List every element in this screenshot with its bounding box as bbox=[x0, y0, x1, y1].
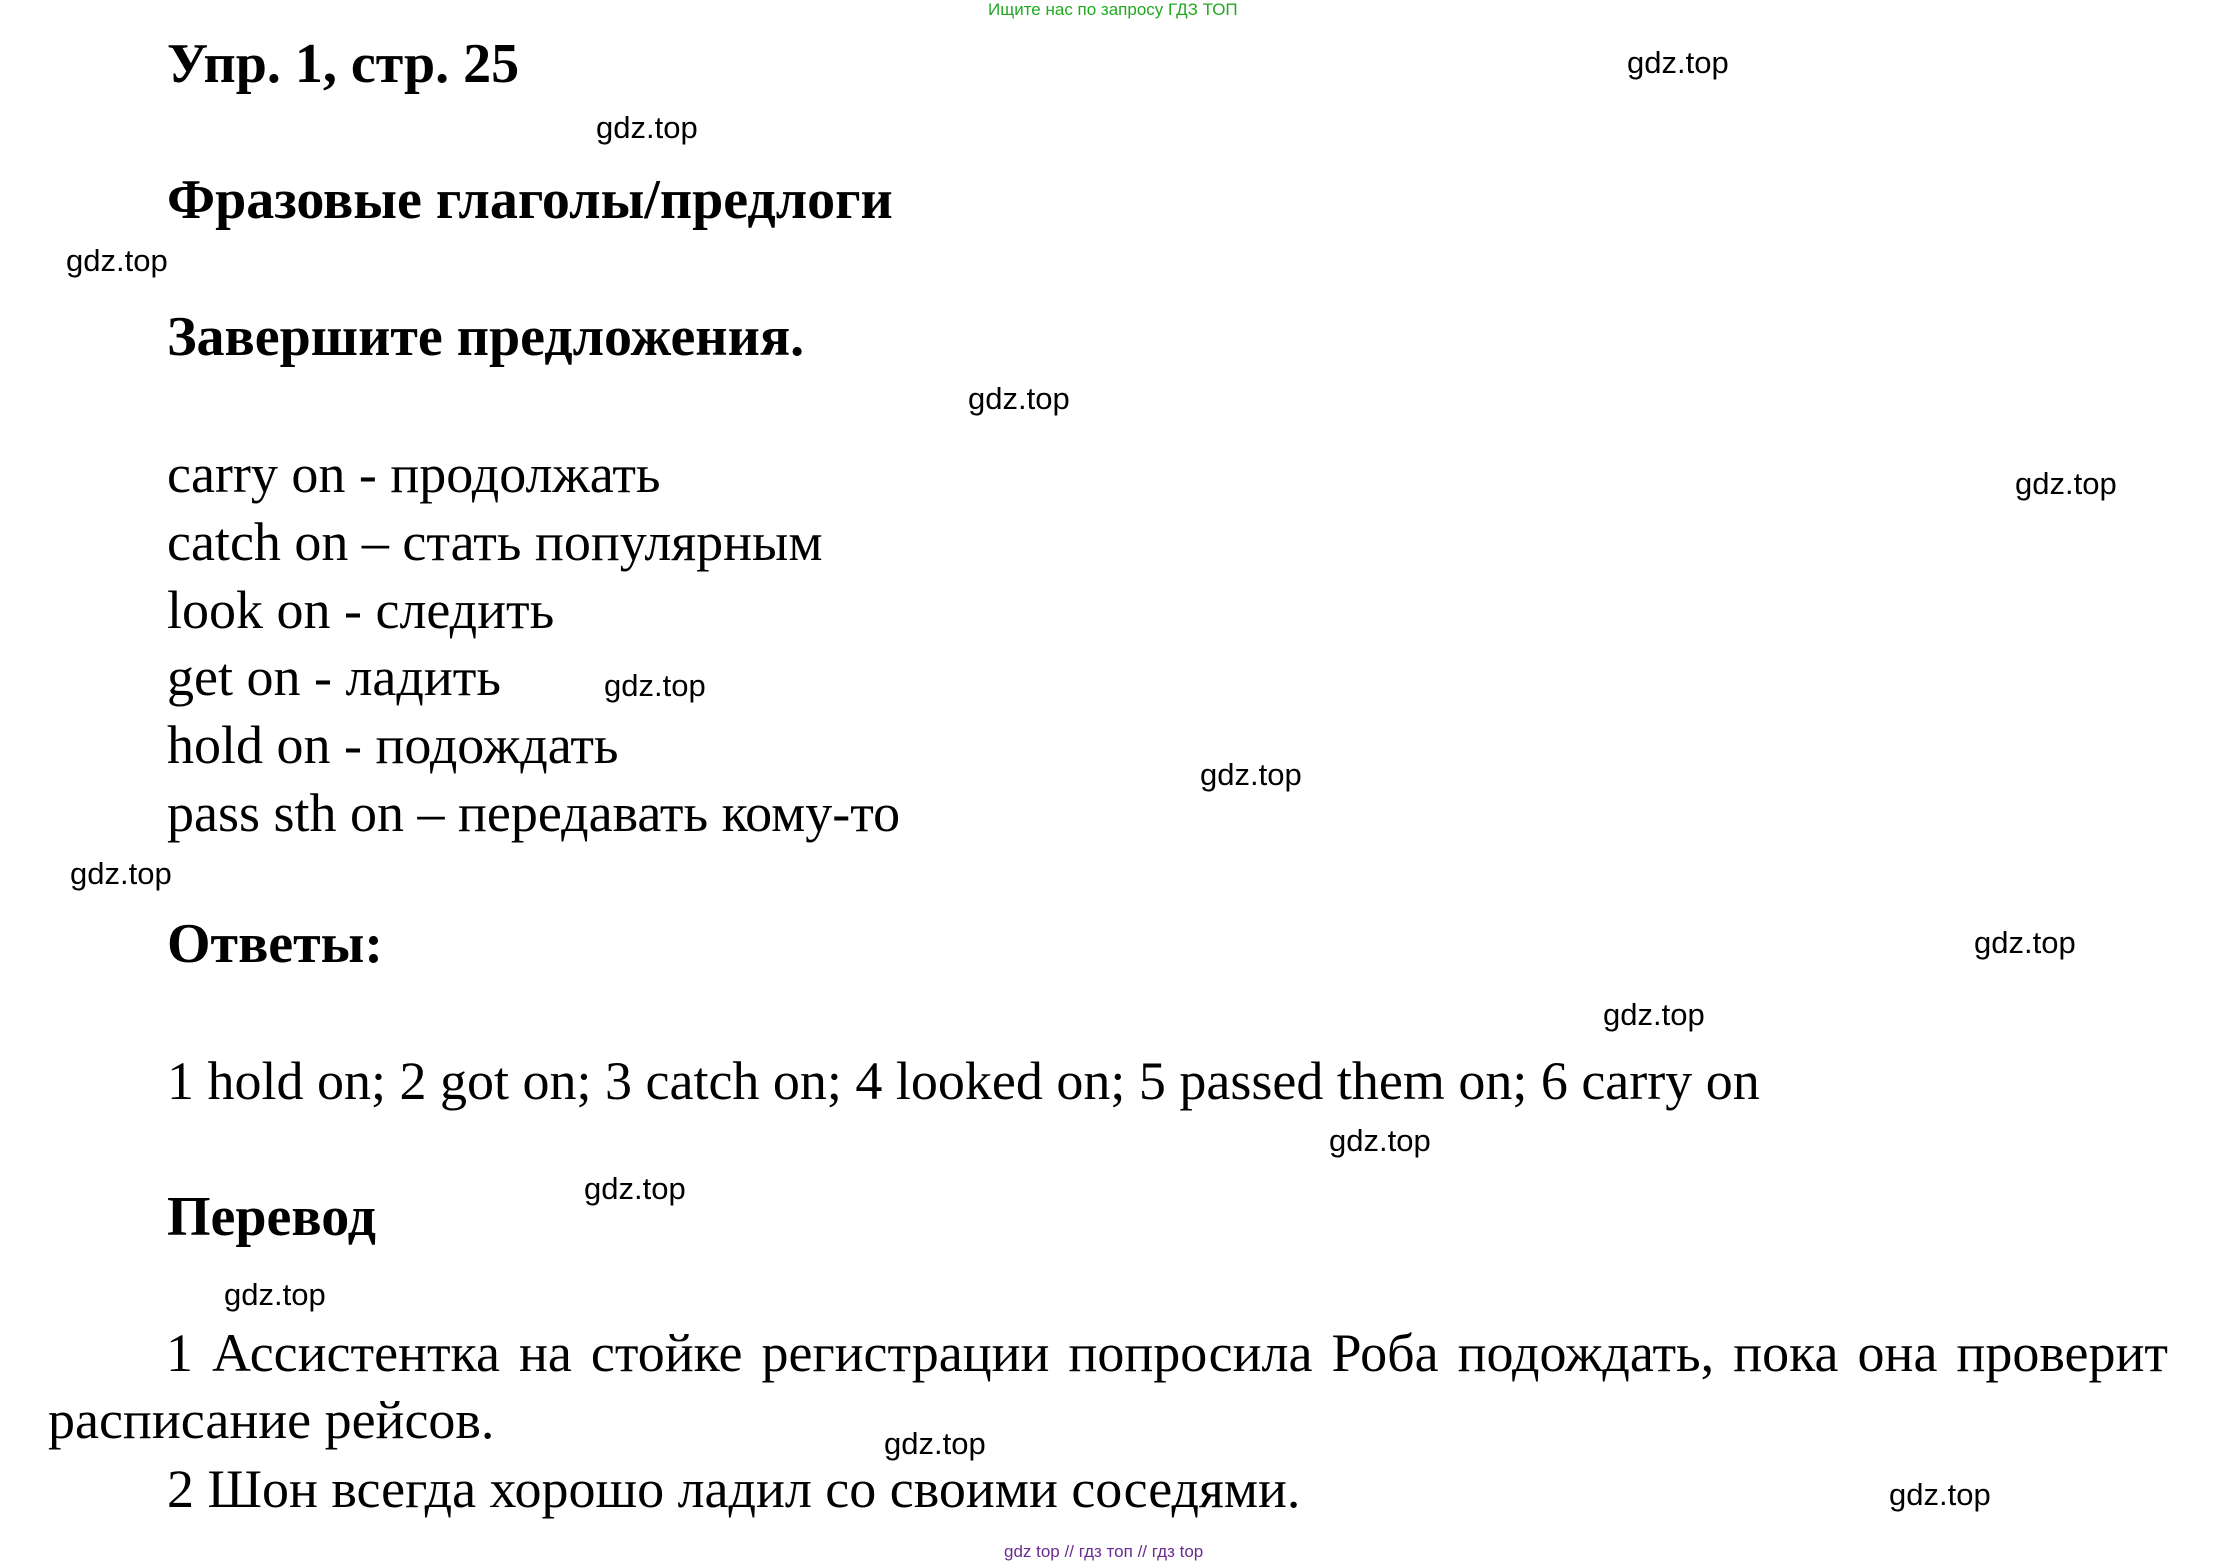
footer-separator: // bbox=[1064, 1542, 1074, 1561]
top-search-notice: Ищите нас по запросу ГДЗ ТОП bbox=[988, 0, 1238, 19]
watermark: gdz.top bbox=[1329, 1123, 1431, 1158]
watermark: gdz.top bbox=[1200, 757, 1302, 792]
footer-link[interactable]: гдз top bbox=[1151, 1542, 1204, 1561]
watermark: gdz.top bbox=[1889, 1477, 1991, 1512]
footer-links bbox=[1004, 1542, 1203, 1562]
vocab-item: look on - следить bbox=[167, 580, 555, 640]
exercise-task: Завершите предложения. bbox=[167, 306, 805, 368]
translation-sentence: 1 Ассистентка на стойке регистрации попросила Роба подождать, пока она проверит расписание рейсов. bbox=[48, 1323, 2168, 1450]
exercise-topic: Фразовые глаголы/предлоги bbox=[167, 169, 893, 231]
watermark: gdz.top bbox=[2015, 466, 2117, 501]
vocab-item: catch on – стать популярным bbox=[167, 512, 823, 572]
exercise-title: Упр. 1, стр. 25 bbox=[167, 33, 520, 95]
footer-link[interactable]: gdz top bbox=[1004, 1542, 1060, 1561]
vocab-item: pass sth on – передавать кому-то bbox=[167, 783, 901, 843]
watermark: gdz.top bbox=[1627, 45, 1729, 80]
watermark: gdz.top bbox=[596, 110, 698, 145]
watermark: gdz.top bbox=[224, 1277, 326, 1312]
watermark: gdz.top bbox=[884, 1426, 986, 1461]
watermark: gdz.top bbox=[968, 381, 1070, 416]
watermark: gdz.top bbox=[604, 668, 706, 703]
footer-separator: // bbox=[1137, 1542, 1148, 1561]
answers-text: 1 hold on; 2 got on; 3 catch on; 4 looked on; 5 passed them on; 6 carry on bbox=[167, 1051, 1760, 1111]
translation-sentence: 2 Шон всегда хорошо ладил со своими соседями. bbox=[167, 1459, 1301, 1519]
watermark: gdz.top bbox=[70, 856, 172, 891]
watermark: gdz.top bbox=[1603, 997, 1705, 1032]
watermark: gdz.top bbox=[1974, 925, 2076, 960]
translation-heading: Перевод bbox=[167, 1186, 376, 1248]
watermark: gdz.top bbox=[584, 1171, 686, 1206]
vocab-item: hold on - подождать bbox=[167, 715, 619, 775]
watermark: gdz.top bbox=[66, 243, 168, 278]
footer-link[interactable]: гдз топ bbox=[1078, 1542, 1133, 1561]
vocab-item: carry on - продолжать bbox=[167, 444, 661, 504]
vocab-item: get on - ладить bbox=[167, 647, 501, 707]
answers-heading: Ответы: bbox=[167, 913, 384, 975]
